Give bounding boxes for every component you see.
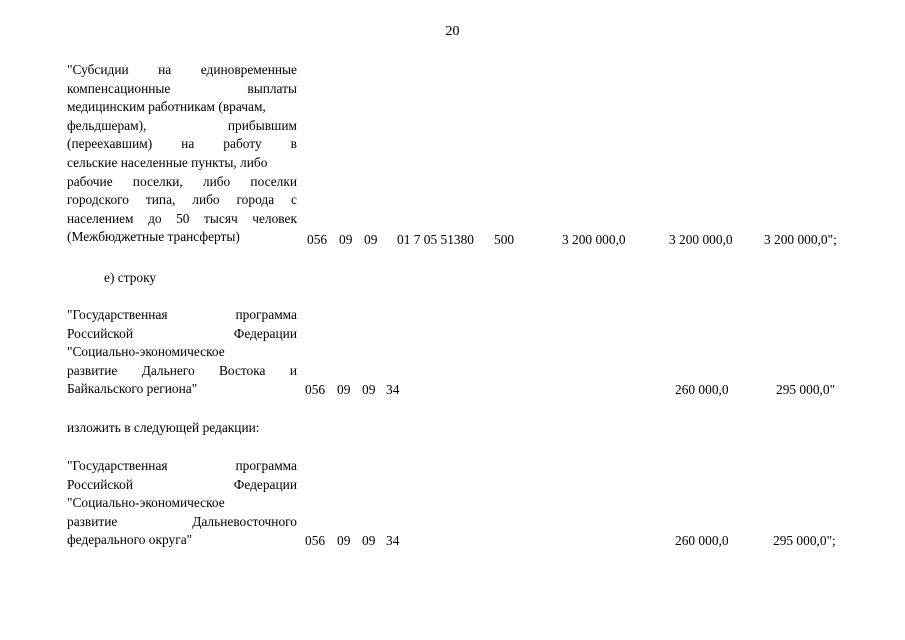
target-code: 34	[386, 382, 400, 397]
amount-year-2: 260 000,0	[675, 382, 729, 397]
ministry-code: 056	[305, 382, 326, 397]
target-code: 01 7 05 51380	[397, 232, 474, 247]
subsection-code: 09	[364, 232, 378, 247]
text-line: населением до 50 тысяч человек	[67, 210, 297, 226]
amount-year-3: 295 000,0"	[776, 382, 836, 397]
text-line: (Межбюджетные трансферты)	[67, 229, 240, 245]
old-program-description	[67, 306, 297, 399]
instruction-e: е) строку	[104, 270, 157, 285]
amount-year-1: 3 200 000,0	[562, 232, 626, 247]
text-line: Байкальского региона"	[67, 381, 198, 397]
text-line: рабочие поселки, либо поселки	[67, 173, 297, 189]
text-line: "Социально-экономическое	[67, 344, 225, 360]
text-line: федерального округа"	[67, 532, 193, 548]
new-program-description	[67, 457, 297, 550]
amount-year-3: 3 200 000,0";	[764, 232, 837, 247]
ministry-code: 056	[305, 533, 326, 548]
text-line: развитие Дальневосточного	[67, 513, 297, 529]
subsection-code: 09	[362, 382, 376, 397]
section-code: 09	[337, 382, 351, 397]
text-line: "Государственная программа	[67, 458, 297, 473]
subsection-code: 09	[362, 533, 376, 548]
subsidy-description	[67, 61, 297, 247]
text-line: фельдшерам), прибывшим	[67, 117, 297, 133]
instruction-new-wording: изложить в следующей редакции:	[67, 420, 260, 435]
section-code: 09	[337, 533, 351, 548]
amount-year-2: 260 000,0	[675, 533, 729, 548]
section-code: 09	[339, 232, 353, 247]
amount-year-2: 3 200 000,0	[669, 232, 733, 247]
amount-year-3: 295 000,0";	[773, 533, 836, 548]
ministry-code: 056	[307, 232, 328, 247]
text-line: "Субсидии на единовременные	[67, 62, 297, 77]
text-line: сельские населенные пункты, либо	[67, 154, 268, 170]
text-line: Российской Федерации	[67, 476, 297, 492]
text-line: "Государственная программа	[67, 307, 297, 322]
text-line: (переехавшим) на работу в	[67, 136, 297, 152]
target-code: 34	[386, 533, 400, 548]
text-line: развитие Дальнего Востока и	[67, 362, 297, 378]
text-line: компенсационные выплаты	[67, 80, 297, 96]
page-number: 20	[445, 24, 460, 39]
text-line: "Социально-экономическое	[67, 495, 225, 511]
text-line: городского типа, либо города с	[67, 192, 297, 208]
text-line: медицинским работникам (врачам,	[67, 99, 266, 115]
text-line: Российской Федерации	[67, 325, 297, 341]
expense-type-code: 500	[494, 232, 515, 247]
